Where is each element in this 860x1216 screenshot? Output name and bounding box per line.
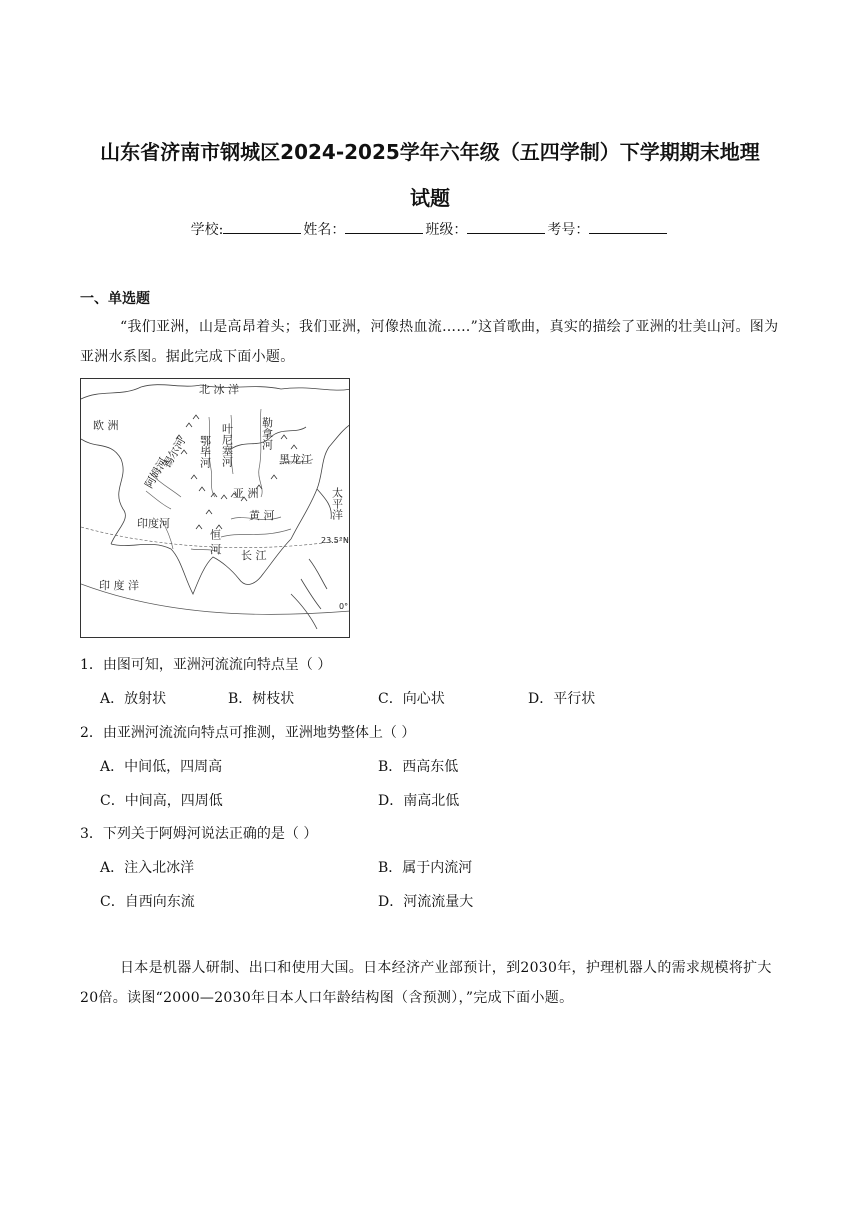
label-amu: 阿姆河 [142, 455, 171, 491]
label-europe: 欧 洲 [93, 419, 119, 432]
label-asia: 亚 洲 [233, 487, 259, 500]
label-equator: 0° [339, 602, 349, 611]
name-label: 姓名： [303, 222, 346, 238]
map-drawing [81, 379, 350, 638]
question-1 [80, 654, 331, 674]
exam-title-line1: 山东省济南市钢城区2024-2025学年六年级（五四学制）下学期期末地理 [100, 140, 760, 164]
q3-option-c[interactable]: C．自西向东流 [100, 894, 195, 910]
label-ob: 鄂毕河 [198, 435, 212, 468]
label-indus: 印度河 [137, 517, 170, 530]
question-1-number: 1． [80, 657, 103, 673]
q3-option-a[interactable]: A．注入北冰洋 [100, 860, 195, 876]
question-2 [80, 722, 415, 742]
q1-option-c[interactable]: C．向心状 [378, 691, 445, 707]
label-yellow: 黄 河 [249, 509, 275, 522]
q3-option-b[interactable]: B．属于内流河 [378, 860, 473, 876]
q2-option-c[interactable]: C．中间高，四周低 [100, 793, 223, 809]
q1-option-d[interactable]: D．平行状 [528, 691, 596, 707]
label-lena: 勒拿河 [260, 417, 274, 450]
q2-option-d[interactable]: D．南高北低 [378, 793, 460, 809]
label-yenisei: 叶尼塞河 [220, 423, 234, 467]
label-pacific: 太平洋 [330, 487, 344, 520]
passage-japan: 日本是机器人研制、出口和使用大国。日本经济产业部预计，到2030年，护理机器人的需求规模将扩大20倍。读图“2000—2030年日本人口年龄结构图（含预测），”完成下面小题。 [80, 960, 772, 1006]
name-blank[interactable] [345, 221, 423, 234]
label-tropic: 23.5°N [321, 536, 349, 545]
label-arctic: 北 冰 洋 [199, 383, 239, 396]
asia-river-map [80, 378, 350, 638]
exam-title-line2: 试题 [410, 186, 450, 210]
question-2-number: 2． [80, 725, 103, 741]
label-syr: 锡尔河 [160, 435, 189, 471]
q3-option-d[interactable]: D．河流流量大 [378, 894, 474, 910]
question-3 [80, 823, 317, 843]
question-3-number: 3． [80, 826, 103, 842]
q1-option-b[interactable]: B．树枝状 [228, 691, 295, 707]
class-label: 班级： [425, 222, 468, 238]
q2-option-a[interactable]: A．中间低，四周高 [100, 759, 223, 775]
label-indian-ocean: 印 度 洋 [99, 579, 139, 592]
q1-option-a[interactable]: A．放射状 [100, 691, 167, 707]
question-2-stem: 由亚洲河流流向特点可推测，亚洲地势整体上（ ） [102, 725, 416, 741]
section-title: 一、单选题 [80, 291, 150, 307]
number-blank[interactable] [589, 221, 667, 234]
question-1-stem: 由图可知，亚洲河流流向特点呈（ ） [102, 657, 332, 673]
question-3-stem: 下列关于阿姆河说法正确的是（ ） [102, 826, 318, 842]
coastlines [81, 385, 350, 629]
label-yangtze: 长 江 [241, 549, 267, 562]
school-label: 学校: [190, 222, 224, 238]
class-blank[interactable] [467, 221, 545, 234]
school-blank[interactable] [223, 221, 301, 234]
number-label: 考号： [547, 222, 590, 238]
label-amur: 黑龙江 [279, 453, 312, 466]
label-ganges: 恒 河 [208, 529, 222, 555]
q2-option-b[interactable]: B．西高东低 [378, 759, 459, 775]
passage-asia: “我们亚洲，山是高昂着头；我们亚洲，河像热血流……”这首歌曲，真实的描绘了亚洲的壮美山河。图为亚洲水系图。据此完成下面小题。 [80, 319, 779, 365]
student-info-row [0, 219, 860, 239]
